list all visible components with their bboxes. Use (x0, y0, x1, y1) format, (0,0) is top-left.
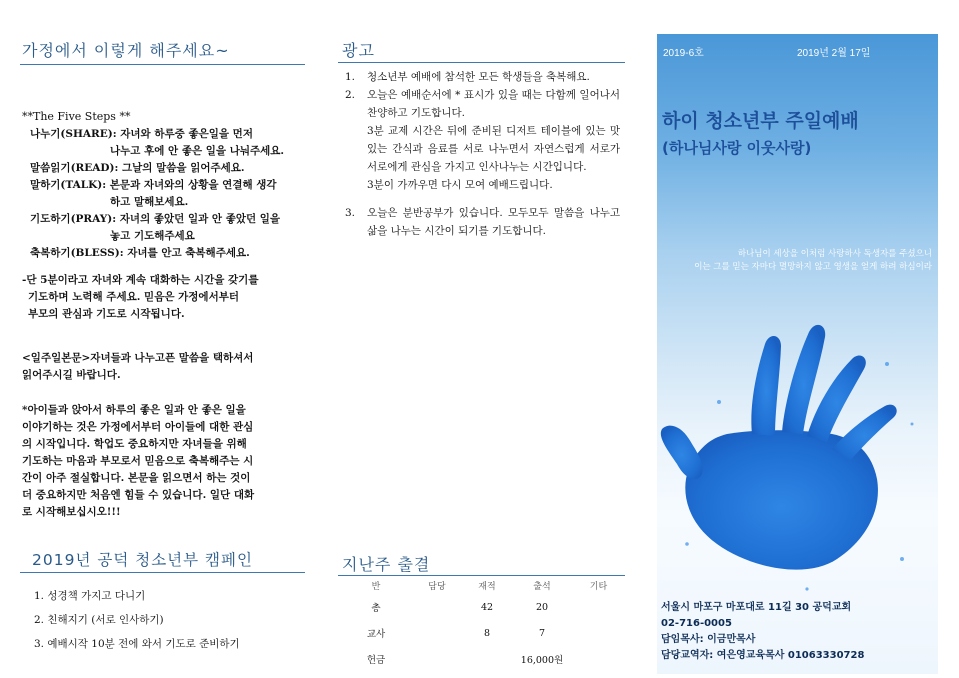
campaign-item: 2. 친해지기 (서로 인사하기) (34, 614, 164, 626)
ad-number: 1. (345, 71, 356, 83)
ad-item (345, 122, 620, 176)
attendance-cell (572, 646, 625, 672)
campaign-list (34, 584, 240, 656)
attendance-cell (462, 646, 512, 672)
attendance-row (340, 646, 625, 672)
step-line: 축복하기(BLESS): 자녀를 안고 축복해주세요. (30, 247, 250, 259)
para-line: 의 시작입니다. 학업도 중요하지만 자녀들을 위해 (22, 438, 247, 450)
attendance-cell: 교사 (366, 629, 386, 640)
ad-item (345, 68, 620, 86)
five-steps-list (30, 126, 310, 262)
five-steps-heading: **The Five Steps ** (22, 110, 131, 123)
ad-number: 3. (345, 207, 356, 219)
ad-item (345, 176, 620, 194)
attendance-cell: 총 (371, 603, 381, 614)
campaign-item: 1. 성경책 가지고 다니기 (34, 590, 146, 602)
issue-date: 2019년 2월 17일 (797, 48, 871, 59)
verse-line: 이는 그를 믿는 자마다 멸망하지 않고 영생을 얻게 하려 하심이라 (694, 262, 932, 272)
bulletin-title: 하이 청소년부 주일예배 (662, 110, 859, 132)
attendance-row (340, 620, 625, 646)
step-share (30, 126, 310, 160)
attendance-cell: 7 (538, 627, 546, 639)
weekly-text-note (22, 350, 253, 384)
para-line: 더 중요하지만 처음엔 힘들 수 있습니다. 일단 대화 (22, 489, 255, 501)
step-line: 말씀읽기(READ): 그날의 말씀을 읽어주세요. (30, 162, 245, 174)
attendance-cell: 16,000원 (520, 655, 564, 666)
ad-text: 오늘은 분반공부가 있습니다. 모두모두 말씀을 나누고 삶을 나누는 시간이 되기를 기도합니다. (367, 207, 620, 237)
cover-panel (657, 34, 938, 674)
ad-number: 2. (345, 89, 356, 101)
ad-text: 3분 교제 시간은 뒤에 준비된 디저트 테이블에 있는 맛있는 간식과 음료를 서로 나누면서 자연스럽게 서로가 서로에게 관심을 가지고 인사나누는 시간입니다. (367, 125, 620, 173)
attendance-cell (412, 646, 462, 672)
para-line: 간이 아주 절실합니다. 본문을 읽으면서 하는 것이 (22, 472, 251, 484)
ads-title-divider (338, 62, 625, 63)
step-line: 하고 말해보세요. (110, 196, 189, 208)
step-line: 나누기(SHARE): 자녀와 하루중 좋은일을 먼저 (30, 128, 253, 140)
ad-text: 청소년부 예배에 참석한 모든 학생들을 축복해요. (367, 71, 590, 83)
step-read (30, 160, 310, 177)
issue-number: 2019-6호 (663, 48, 704, 59)
attendance-header: 기타 (589, 581, 608, 592)
attendance-header: 담당 (428, 581, 446, 592)
attendance-header: 출석 (533, 581, 551, 592)
attendance-cell: 헌금 (366, 655, 386, 666)
attendance-cell (572, 594, 625, 620)
bulletin-subtitle: (하나님사랑 이웃사랑) (662, 139, 812, 157)
attendance-title: 지난주 출결 (342, 555, 431, 574)
para-line: 기도하는 마음과 부모로서 믿음으로 축복해주는 시 (22, 455, 254, 467)
attendance-header-row (340, 576, 625, 594)
attendance-table (340, 576, 625, 672)
attendance-cell (412, 594, 462, 620)
attendance-cell: 20 (535, 601, 549, 613)
step-pray (30, 211, 310, 245)
ad-item (345, 204, 620, 240)
attendance-cell (412, 620, 462, 646)
weekly-line: 읽어주시길 바랍니다. (22, 369, 121, 381)
ad-item (345, 86, 620, 122)
family-paragraph (22, 402, 304, 521)
note-line: -단 5분이라고 자녀와 계속 대화하는 시간을 갖기를 (22, 274, 259, 286)
verse-line: 하나님이 세상을 이처럼 사랑하사 독생자를 주셨으니 (737, 249, 932, 259)
step-line: 기도하기(PRAY): 자녀의 좋았던 일과 안 좋았던 일을 (30, 213, 281, 225)
ad-text: 3분이 가까우면 다시 모여 예배드립니다. (367, 179, 553, 191)
home-title-divider (20, 64, 305, 65)
youth-pastor: 담당교역자: 여은영교육목사 01063330728 (661, 650, 865, 661)
church-phone: 02-716-0005 (661, 618, 732, 629)
note-line: 부모의 관심과 기도로 시작됩니다. (28, 308, 185, 320)
para-line: 이야기하는 것은 가정에서부터 아이들에 대한 관심 (22, 421, 254, 433)
step-line: 놓고 기도해주세요 (110, 230, 195, 242)
step-line: 나누고 후에 안 좋은 일을 나눠주세요. (110, 145, 285, 157)
church-contact (661, 600, 864, 664)
handprint-icon (657, 304, 938, 594)
weekly-line: <일주일본문>자녀들과 나누고픈 말씀을 택하셔서 (22, 352, 254, 364)
attendance-row (340, 594, 625, 620)
ads-title: 광고 (342, 41, 375, 60)
attendance-cell (572, 620, 625, 646)
campaign-title-divider (20, 572, 305, 573)
church-address: 서울시 마포구 마포대로 11길 30 공덕교회 (661, 602, 852, 613)
step-line: 말하기(TALK): 본문과 자녀와의 상황을 연결해 생각 (30, 179, 277, 191)
attendance-header: 반 (371, 581, 381, 592)
para-line: 로 시작해보십시오!!! (22, 506, 121, 518)
campaign-title: 2019년 공덕 청소년부 캠페인 (32, 551, 253, 569)
time-note (22, 272, 312, 323)
senior-pastor: 담임목사: 이금만목사 (661, 634, 756, 645)
attendance-cell: 42 (480, 601, 494, 613)
home-section-title: 가정에서 이렇게 해주세요~ (22, 41, 230, 60)
step-talk (30, 177, 310, 211)
ad-text: 오늘은 예배순서에 * 표시가 있을 때는 다함께 일어나서 찬양하고 기도합니다. (367, 89, 620, 119)
bible-verse (657, 248, 932, 274)
attendance-cell: 8 (483, 627, 491, 639)
step-bless (30, 245, 310, 262)
note-line: 기도하며 노력해 주세요. 믿음은 가정에서부터 (28, 291, 239, 303)
attendance-header: 재적 (478, 581, 496, 592)
campaign-item: 3. 예배시작 10분 전에 와서 기도로 준비하기 (34, 638, 240, 650)
para-line: *아이들과 앉아서 하루의 좋은 일과 안 좋은 일을 (22, 404, 246, 416)
ads-list (345, 68, 620, 240)
